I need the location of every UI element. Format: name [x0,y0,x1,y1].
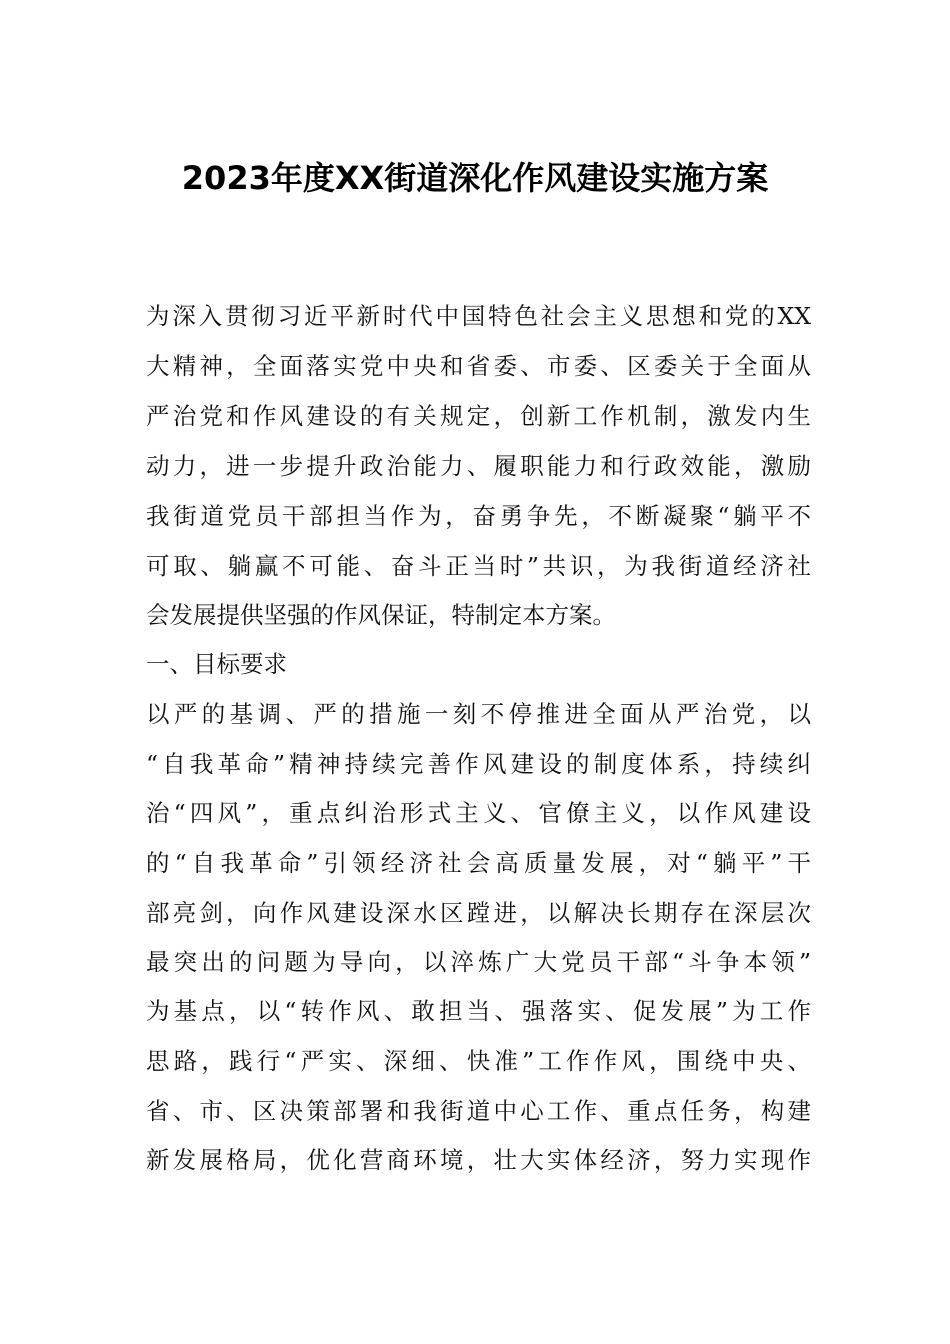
body-line: 为基点，以“转作风、敢担当、强落实、促发展”为工作 [146,997,811,1025]
body-line: 为深入贯彻习近平新时代中国特色社会主义思想和党的XX [146,302,811,330]
body-line: 思路，践行“严实、深细、快准”工作作风，围绕中央、 [146,1047,811,1075]
body-line: 省、市、区决策部署和我街道中心工作、重点任务，构建 [146,1097,811,1125]
body-line: 大精神，全面落实党中央和省委、市委、区委关于全面从 [146,352,811,380]
body-line: 最突出的问题为导向，以淬炼广大党员干部“斗争本领” [146,948,811,976]
body-line: 部亮剑，向作风建设深水区蹚进，以解决长期存在深层次 [146,899,811,927]
body-line: 可取、躺赢不可能、奋斗正当时”共识，为我街道经济社 [146,552,811,580]
body-line: 的“自我革命”引领经济社会高质量发展，对“躺平”干 [146,849,811,877]
section-heading: 一、目标要求 [146,650,287,678]
body-line: 新发展格局，优化营商环境，壮大实体经济，努力实现作 [146,1146,811,1174]
body-line: 严治党和作风建设的有关规定，创新工作机制，激发内生 [146,402,811,430]
body-line: 治“四风”，重点纠治形式主义、官僚主义，以作风建设 [146,799,811,827]
document-title: 2023年度XX街道深化作风建设实施方案 [181,159,769,197]
body-line: 我街道党员干部担当作为，奋勇争先，不断凝聚“躺平不 [146,502,811,530]
body-line: 以严的基调、严的措施一刻不停推进全面从严治党，以 [146,700,811,728]
body-line: 动力，进一步提升政治能力、履职能力和行政效能，激励 [146,452,811,480]
body-line: “自我革命”精神持续完善作风建设的制度体系，持续纠 [146,750,811,778]
body-line: 会发展提供坚强的作风保证，特制定本方案。 [146,601,616,629]
